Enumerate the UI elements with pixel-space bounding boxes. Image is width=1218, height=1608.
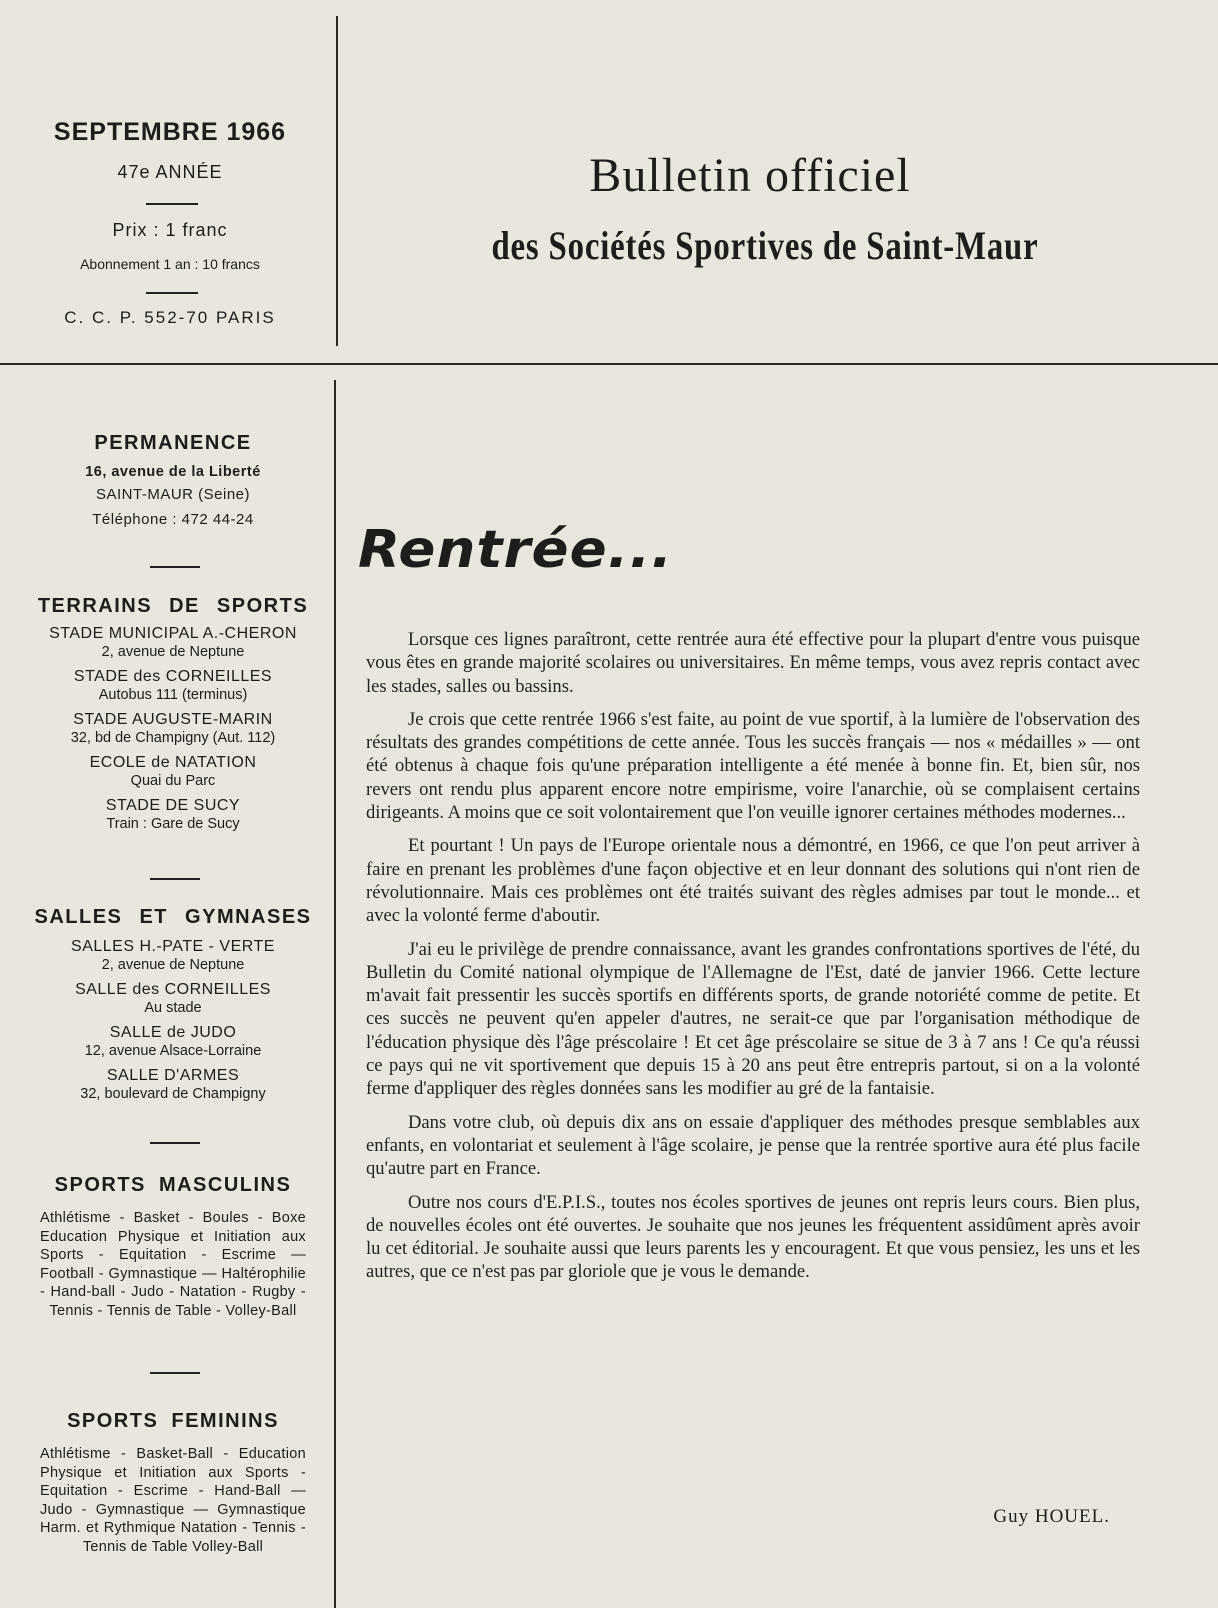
salles-list [28,937,318,1104]
divider [150,1372,200,1374]
year-label: ANNÉE [155,162,223,182]
place-detail: Train : Gare de Sucy [106,816,240,832]
permanence-phone: Téléphone : 472 44-24 [92,511,254,528]
place-name: SALLE des CORNEILLES [75,981,271,998]
terrains-section [28,597,318,834]
year-line [40,162,300,183]
permanence-address: 16, avenue de la Liberté [85,464,261,480]
article-paragraph: Outre nos cours d'E.P.I.S., toutes nos écoles sportives de jeunes ont repris leurs cours. Bien plus, de nouvelles écoles ont été ouvertes. Je souhaite que nos jeunes les fréquentent assidûment après avoir lu cet éditorial. Je souhaite aussi que leurs parents les y encouragent. Et que vous pensiez, les uns et les autres, que ce n'est pas par gloriole que je vous le demande. [366,1191,1140,1283]
article-paragraph: J'ai eu le privilège de prendre connaissance, avant les grandes confrontations sportives de l'été, du Bulletin du Comité national olympique de l'Allemagne de l'Est, daté de janvier 1966. Cette lecture m'avait fait pressentir les succès sportifs en différents sports, de grande notoriété comme de petite. Et ces succès ne peuvent qu'en appeler d'autres, ne serait-ce que par l'organisation méthodique de l'éducation physique dès l'âge préscolaire ! Et cet âge préscolaire se situe de 3 à 7 ans ! Ce qu'a réussi ce pays qui ne vit sportivement que depuis 15 à 20 ans peut être entrepris partout, si on a la volonté ferme d'appliquer des règles données sans les modifier au gré de la fantaisie. [366,938,1140,1100]
divider [150,566,200,568]
article-paragraph: Je crois que cette rentrée 1966 s'est faite, au point de vue sportif, à la lumière de l'observation des résultats des grandes compétitions de cette année. Tous les succès français — nos « médailles » — ont été obtenus à chaque fois qu'une préparation intelligente a été menée à bonne fin. Et, bien sûr, nos revers ont rendu plus apparent encore notre empirisme, voire l'anarchie, où se complaisent certains dirigeants. A moins que ce soit volontairement que l'on veuille ignorer certaines méthodes modernes... [366,708,1140,824]
permanence-city: SAINT-MAUR (Seine) [95,486,251,503]
list-item [28,937,318,975]
place-detail: 2, avenue de Neptune [101,957,245,973]
terrains-heading: TERRAINS DE SPORTS [37,595,309,617]
ccp-account: C. C. P. 552-70 PARIS [64,308,276,327]
place-detail: 12, avenue Alsace-Lorraine [84,1043,262,1059]
place-name: ECOLE de NATATION [89,754,257,771]
article-signature: Guy HOUEL. [993,1506,1110,1527]
bulletin-subtitle: des Sociétés Sportives de Saint-Maur [491,223,1039,268]
price: Prix : 1 franc [112,220,228,240]
list-item [28,710,318,748]
terrains-list [28,624,318,834]
list-item [28,1066,318,1104]
sidebar-vertical-rule [334,380,336,1608]
place-name: STADE DE SUCY [105,797,241,814]
list-item [28,667,318,705]
place-detail: Quai du Parc [130,773,216,789]
subscription: Abonnement 1 an : 10 francs [80,256,260,272]
place-detail: Au stade [144,1000,202,1016]
divider [146,203,198,205]
place-name: STADE MUNICIPAL A.-CHERON [49,625,297,642]
place-name: SALLE D'ARMES [106,1067,240,1084]
feminins-heading: SPORTS FEMININS [67,1410,279,1432]
article-body [366,628,1140,1294]
article-paragraph: Et pourtant ! Un pays de l'Europe orientale nous a démontré, en 1966, ce que l'on peut arriver à faire en prenant les problèmes d'une façon objective et en leur donnant des solutions qui n'ont rien de révolutionnaire. Mais ces problèmes ont été traités suivant des règles admises par tout le monde... et avec la volonté ferme d'aboutir. [366,835,1140,927]
list-item [28,753,318,791]
permanence-heading: PERMANENCE [94,432,252,454]
article-paragraph: Lorsque ces lignes paraîtront, cette rentrée aura été effective pour la plupart d'entre vous puisque vous êtes en grande majorité scolaires ou universitaires. En même temps, vous avez repris contact avec les stades, salles ou bassins. [366,629,1140,697]
divider [150,1142,200,1144]
place-detail: 32, bd de Champigny (Aut. 112) [70,730,276,746]
feminins-list: Athlétisme - Basket-Ball - Education Physique et Initiation aux Sports - Equitation - Escrime - Hand-Ball — Judo - Gymnastique — Gymnastique Harm. et Rythmique Natation - Tennis - Tennis de Table Volley-Ball [40,1446,306,1555]
header-horizontal-rule [0,363,1218,365]
list-item [28,624,318,662]
masculins-list: Athlétisme - Basket - Boules - Boxe Education Physique et Initiation aux Sports - Equitation - Escrime — Football - Gymnastique — Haltérophilie - Hand-ball - Judo - Natation - Rugby - Tennis - Tennis de Table - Volley-Ball [40,1210,306,1319]
header-vertical-rule [336,16,338,346]
divider [146,292,198,294]
salles-section [28,908,318,1104]
article-headline: Rentrée... [358,520,674,580]
place-name: STADE des CORNEILLES [73,668,273,685]
list-item [28,1023,318,1061]
divider [150,878,200,880]
masculins-heading: SPORTS MASCULINS [54,1174,292,1196]
place-detail: 2, avenue de Neptune [101,644,245,660]
bulletin-title: Bulletin officiel [589,149,911,202]
masculins-section [28,1176,318,1320]
place-detail: 32, boulevard de Champigny [80,1086,266,1102]
issue-month: SEPTEMBRE 1966 [53,118,287,146]
place-name: SALLES H.-PATE - VERTE [71,938,275,955]
feminins-section [28,1412,318,1556]
permanence-section [28,434,318,529]
place-name: SALLE de JUDO [109,1024,237,1041]
list-item [28,796,318,834]
year-number: 47e [117,162,151,182]
article-paragraph: Dans votre club, où depuis dix ans on essaie d'appliquer des méthodes presque semblables aux enfants, en volontariat et seulement à l'âge scolaire, je pense que la rentrée sportive aura été plus facile qu'autre part en France. [366,1111,1140,1180]
place-name: STADE AUGUSTE-MARIN [73,711,273,728]
place-detail: Autobus 111 (terminus) [98,687,248,703]
salles-heading: SALLES ET GYMNASES [34,906,312,928]
list-item [28,980,318,1018]
